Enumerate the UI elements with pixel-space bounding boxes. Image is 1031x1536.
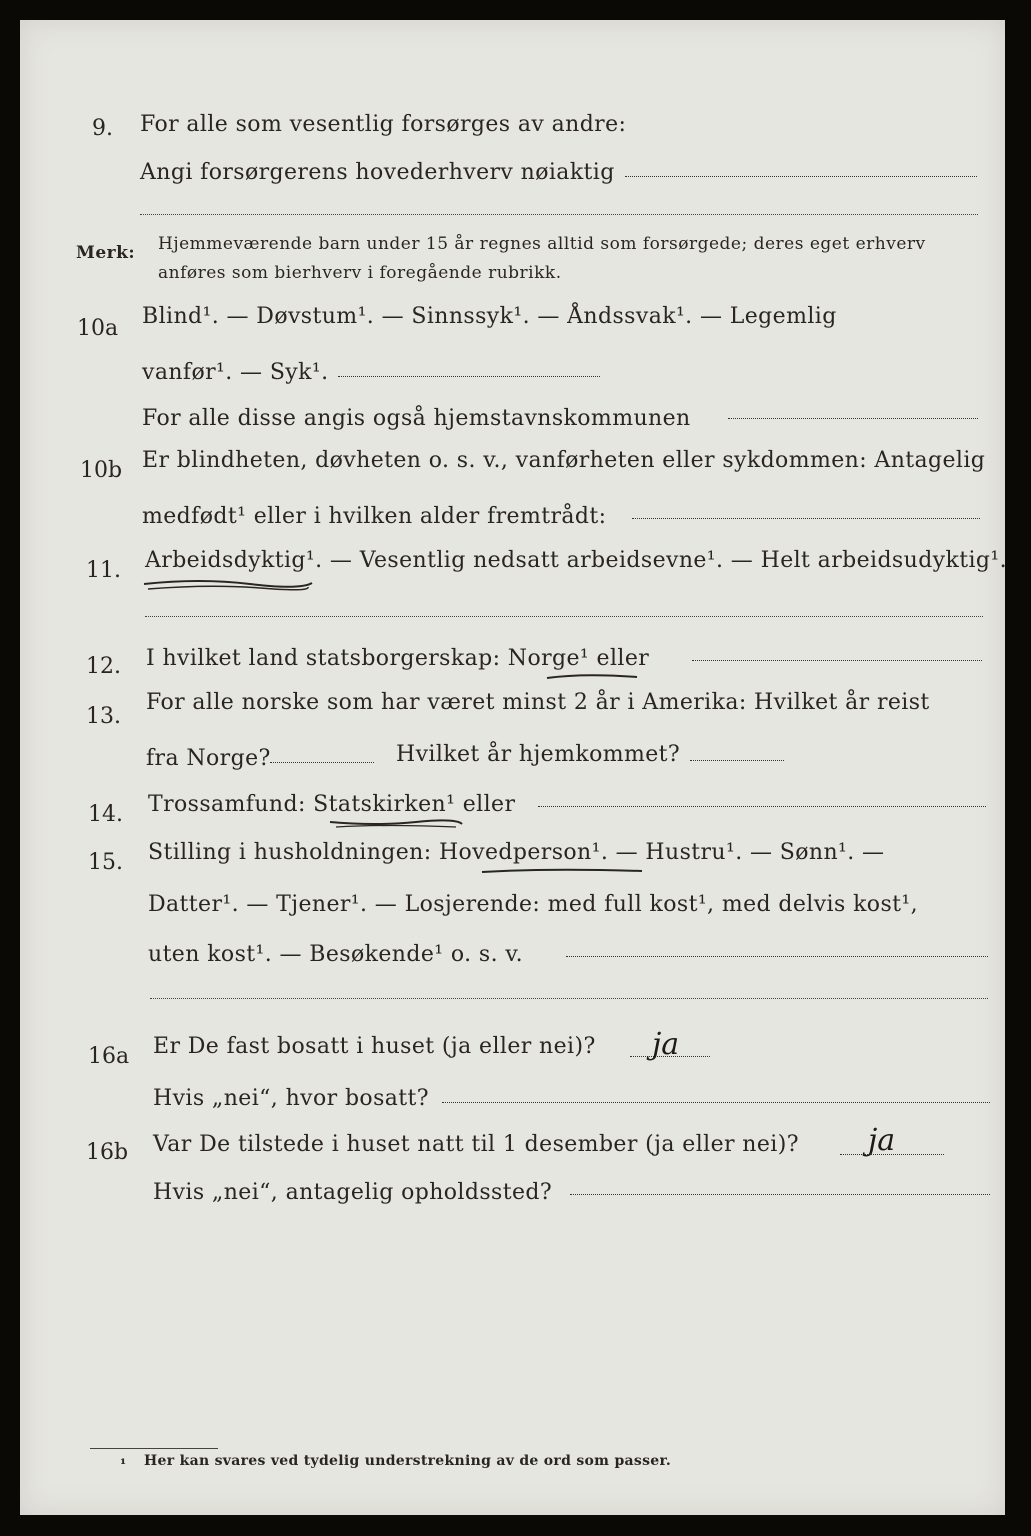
- item-14-line1: Trossamfund: Statskirken¹ eller: [148, 792, 516, 817]
- item-13-line2a: fra Norge?: [146, 746, 271, 771]
- item-9-answer-line: [625, 176, 977, 177]
- item-10a-line3: For alle disse angis også hjemstavnskommunen: [142, 406, 691, 431]
- footnote-marker: ¹: [120, 1457, 127, 1473]
- item-10a-line1: Blind¹. — Døvstum¹. — Sinnssyk¹. — Åndssvak¹. — Legemlig: [142, 304, 837, 329]
- item-15-line2: Datter¹. — Tjener¹. — Losjerende: med full kost¹, med delvis kost¹,: [148, 892, 918, 917]
- item-16b-handwritten-answer: ja: [868, 1123, 896, 1158]
- merk-label: Merk:: [76, 243, 136, 263]
- item-12-answer-line: [692, 660, 982, 661]
- item-16b-line2: Hvis „nei“, antagelig opholdssted?: [153, 1180, 553, 1205]
- merk-line2: anføres som bierhverv i foregående rubrikk.: [158, 263, 562, 283]
- item-14-number: 14.: [88, 802, 123, 827]
- item-16a-line1: Er De fast bosatt i huset (ja eller nei)?: [153, 1034, 596, 1059]
- item-10a-answer-line: [338, 376, 600, 377]
- item-10b-line2: medfødt¹ eller i hvilken alder fremtrådt:: [142, 504, 607, 529]
- footnote-separator: [90, 1448, 218, 1449]
- item-11-number: 11.: [86, 558, 121, 583]
- item-10b-number: 10b: [80, 458, 123, 483]
- item-15-extra-line: [150, 998, 988, 999]
- item-16a-number: 16a: [88, 1044, 130, 1069]
- item-16b-number: 16b: [86, 1140, 129, 1165]
- item-10b-line1: Er blindheten, døvheten o. s. v., vanførheten eller sykdommen: Antagelig: [142, 448, 986, 473]
- item-10b-answer-line: [632, 518, 980, 519]
- item-14-answer-line: [538, 806, 986, 807]
- item-15-underline-mark: [478, 864, 648, 878]
- item-12-number: 12.: [86, 654, 121, 679]
- item-11-extra-line: [145, 616, 983, 617]
- item-9-line2: Angi forsørgerens hovederhverv nøiaktig: [140, 160, 615, 185]
- item-10a-number: 10a: [77, 316, 119, 341]
- item-16a-line2: Hvis „nei“, hvor bosatt?: [153, 1086, 429, 1111]
- item-16b-line1: Var De tilstede i huset natt til 1 desember (ja eller nei)?: [153, 1132, 799, 1157]
- item-13-line2b: Hvilket år hjemkommet?: [396, 742, 681, 767]
- item-15-answer-line: [566, 956, 988, 957]
- item-13-return-line: [690, 760, 784, 761]
- item-9-number: 9.: [92, 116, 113, 141]
- item-11-underline-mark: [140, 574, 320, 594]
- item-9-line1: For alle som vesentlig forsørges av andre:: [140, 112, 627, 137]
- footnote-text: Her kan svares ved tydelig understrekning av de ord som passer.: [144, 1453, 672, 1469]
- item-12-underline-mark: [543, 670, 643, 684]
- merk-line1: Hjemmeværende barn under 15 år regnes alltid som forsørgede; deres eget erhverv: [158, 234, 926, 254]
- item-13-line1: For alle norske som har været minst 2 år i Amerika: Hvilket år reist: [146, 690, 930, 715]
- item-10a-municipality-line: [728, 418, 978, 419]
- item-16a-residence-line: [442, 1102, 990, 1103]
- item-15-number: 15.: [88, 850, 123, 875]
- item-10a-line2: vanfør¹. — Syk¹.: [142, 360, 329, 385]
- item-12-line1: I hvilket land statsborgerskap: Norge¹ eller: [146, 646, 650, 671]
- item-16a-handwritten-answer: ja: [652, 1027, 680, 1062]
- item-11-line1: Arbeidsdyktig¹. — Vesentlig nedsatt arbeidsevne¹. — Helt arbeidsudyktig¹.: [145, 548, 1008, 573]
- item-9-extra-line: [140, 214, 978, 215]
- item-13-departure-line: [270, 762, 374, 763]
- item-15-line3: uten kost¹. — Besøkende¹ o. s. v.: [148, 942, 523, 967]
- item-13-number: 13.: [86, 704, 121, 729]
- item-16b-location-line: [570, 1194, 990, 1195]
- item-15-line1: Stilling i husholdningen: Hovedperson¹. — Hustru¹. — Sønn¹. —: [148, 840, 885, 865]
